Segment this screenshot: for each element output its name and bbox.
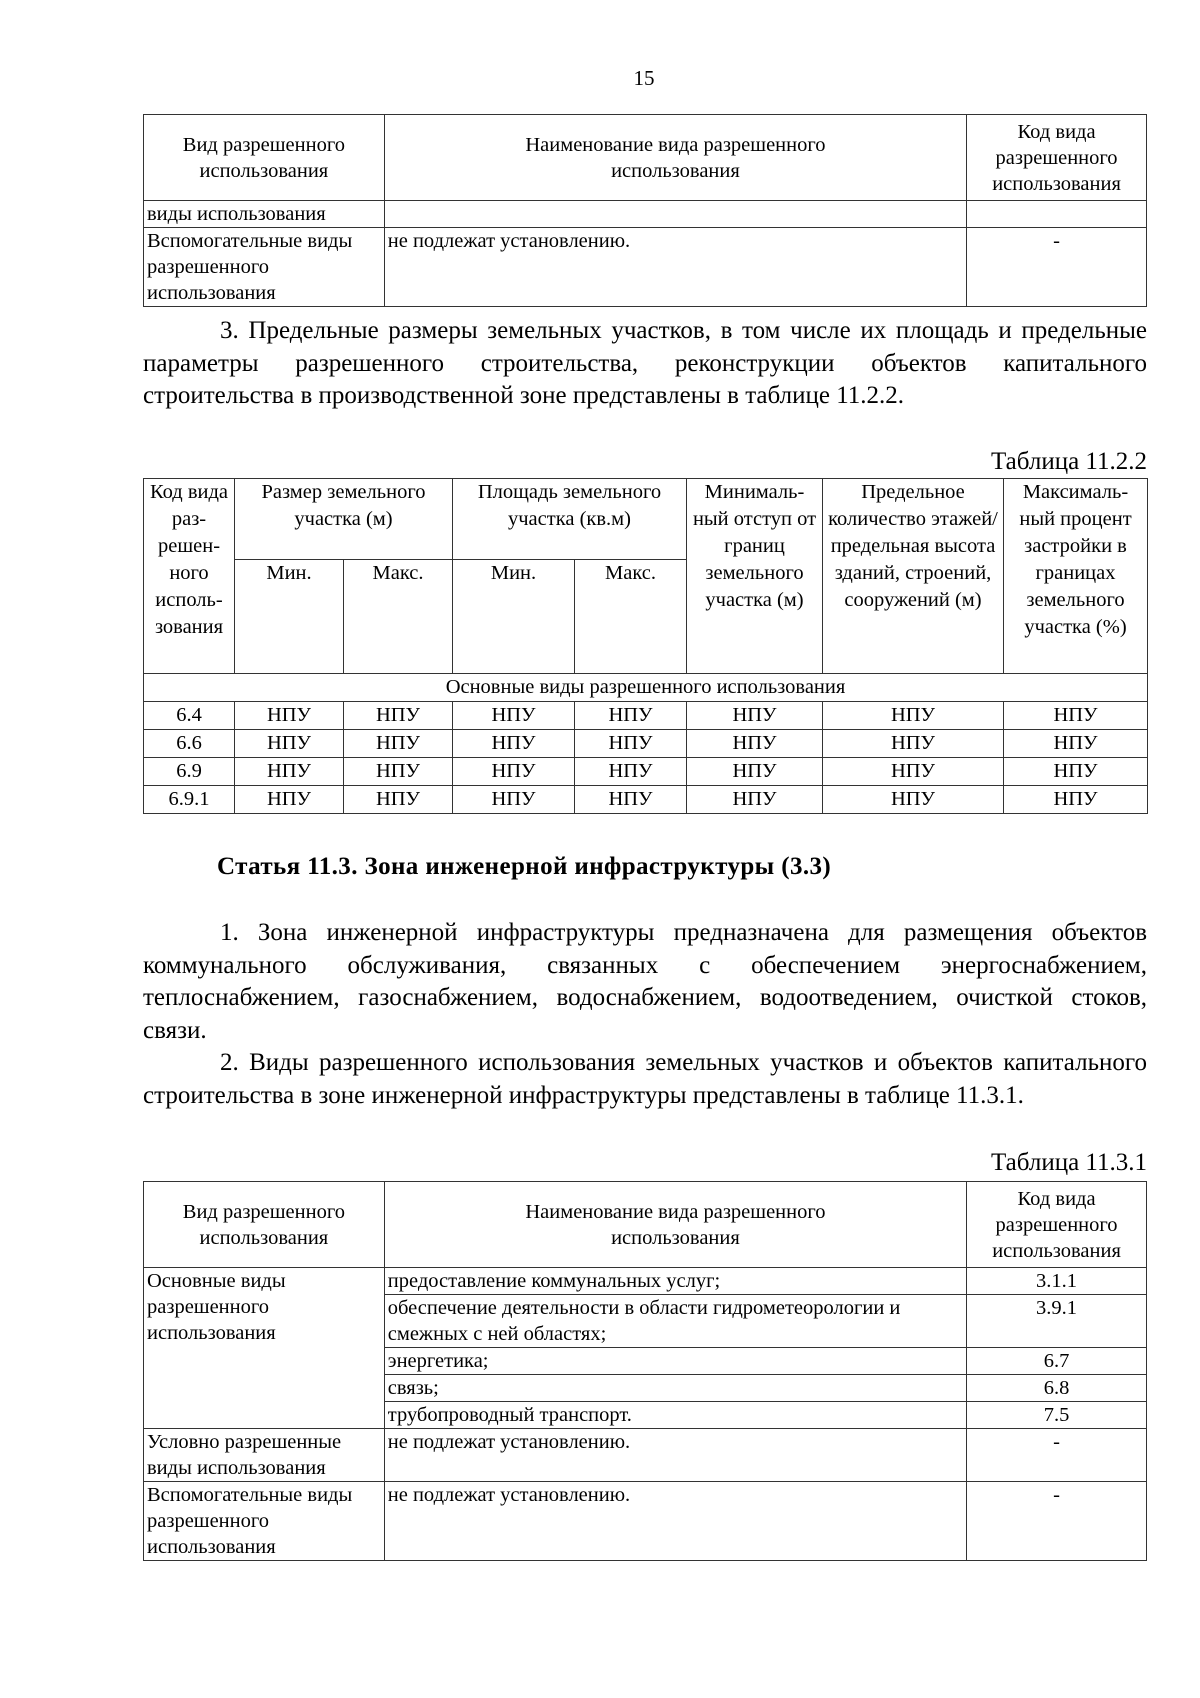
table-caption-11-2-2: Таблица 11.2.2 (991, 448, 1147, 475)
table-11-2-2 (143, 478, 1148, 814)
header-area: Площадь земельного участка (кв.м) (453, 479, 687, 560)
cell-code: 6.8 (967, 1375, 1147, 1402)
cell-value: НПУ (344, 702, 453, 730)
header-code: Код вида раз-решен-ного исполь-зования (144, 479, 235, 674)
header-code: Код вида разрешенного использования (967, 115, 1147, 201)
cell-value: НПУ (1004, 758, 1148, 786)
table-row (144, 702, 1148, 730)
cell-value: НПУ (453, 702, 575, 730)
cell-name: не подлежат установлению. (384, 1429, 966, 1482)
cell-value: НПУ (575, 758, 687, 786)
cell-code: - (967, 228, 1147, 307)
table-caption-11-3-1: Таблица 11.3.1 (991, 1149, 1147, 1176)
table-header-row (144, 479, 1148, 560)
cell-type: Вспомогательные виды разрешенного использования (144, 228, 385, 307)
table-header-row (144, 115, 1147, 201)
article-heading: Статья 11.3. Зона инженерной инфраструктуры (3.3) (217, 853, 832, 880)
cell-value: НПУ (1004, 702, 1148, 730)
cell-name: не подлежат установлению. (384, 1482, 966, 1561)
cell-code: - (967, 1482, 1147, 1561)
cell-name: трубопроводный транспорт. (384, 1402, 966, 1429)
header-name: Наименование вида разрешенного использования (384, 115, 966, 201)
header-code: Код вида разрешенного использования (967, 1182, 1147, 1268)
cell-value: НПУ (575, 786, 687, 814)
header-offset: Минималь-ный отступ от границ земельного участка (м) (687, 479, 823, 674)
cell-value: НПУ (823, 702, 1004, 730)
cell-value: НПУ (235, 730, 344, 758)
cell-value: НПУ (823, 730, 1004, 758)
cell-code: 6.4 (144, 702, 235, 730)
cell-type-main: Основные виды разрешенного использования (144, 1268, 385, 1429)
cell-value: НПУ (453, 786, 575, 814)
cell-value: НПУ (235, 786, 344, 814)
table-row (144, 228, 1147, 307)
header-name: Наименование вида разрешенного использования (384, 1182, 966, 1268)
table-row (144, 1268, 1147, 1295)
cell-value: НПУ (687, 758, 823, 786)
header-area-min: Мин. (453, 560, 575, 674)
table-row (144, 1429, 1147, 1482)
table-header-row (144, 1182, 1147, 1268)
paragraph-a1: 1. Зона инженерной инфраструктуры предназначена для размещения объектов коммунального обслуживания, связанных с обеспечением энергоснабжением, теплоснабжением, газоснабжением, водоснабжением, водоотведением, очисткой стоков, связи. (143, 919, 1147, 1044)
cell-code: 7.5 (967, 1402, 1147, 1429)
paragraph-3: 3. Предельные размеры земельных участков, в том числе их площадь и предельные параметры разрешенного строительства, реконструкции объектов капитального строительства в производственной зоне представлены в таблице 11.2.2. (143, 317, 1147, 409)
cell-value: НПУ (1004, 786, 1148, 814)
cell-value: НПУ (823, 786, 1004, 814)
page-number: 15 (633, 66, 655, 90)
header-percent: Максималь-ный процент застройки в границах земельного участка (%) (1004, 479, 1148, 674)
table-row (144, 730, 1148, 758)
header-size: Размер земельного участка (м) (235, 479, 453, 560)
table-row (144, 1482, 1147, 1561)
cell-name: не подлежат установлению. (384, 228, 966, 307)
cell-value: НПУ (575, 730, 687, 758)
header-size-min: Мин. (235, 560, 344, 674)
table-section-row (144, 674, 1148, 702)
cell-value: НПУ (453, 758, 575, 786)
cell-value: НПУ (344, 786, 453, 814)
cell-value: НПУ (575, 702, 687, 730)
cell-type: виды использования (144, 201, 385, 228)
paragraph-a2: 2. Виды разрешенного использования земельных участков и объектов капитального строительства в зоне инженерной инфраструктуры представлены в таблице 11.3.1. (143, 1049, 1147, 1109)
cell-value: НПУ (235, 702, 344, 730)
cell-code: 6.7 (967, 1348, 1147, 1375)
table-11-3-1 (143, 1181, 1147, 1561)
cell-type: Вспомогательные виды разрешенного использования (144, 1482, 385, 1561)
cell-value: НПУ (687, 730, 823, 758)
table-1-continuation (143, 114, 1147, 307)
table-row (144, 758, 1148, 786)
header-type: Вид разрешенного использования (144, 1182, 385, 1268)
cell-code: 3.9.1 (967, 1295, 1147, 1348)
cell-name: связь; (384, 1375, 966, 1402)
cell-code (967, 201, 1147, 228)
cell-code: - (967, 1429, 1147, 1482)
cell-code: 6.9 (144, 758, 235, 786)
cell-name: предоставление коммунальных услуг; (384, 1268, 966, 1295)
cell-value: НПУ (823, 758, 1004, 786)
table-row (144, 201, 1147, 228)
section-title: Основные виды разрешенного использования (144, 674, 1148, 702)
cell-value: НПУ (1004, 730, 1148, 758)
cell-name (384, 201, 966, 228)
cell-value: НПУ (344, 758, 453, 786)
header-size-max: Макс. (344, 560, 453, 674)
cell-type: Условно разрешенные виды использования (144, 1429, 385, 1482)
cell-code: 6.6 (144, 730, 235, 758)
cell-code: 6.9.1 (144, 786, 235, 814)
header-area-max: Макс. (575, 560, 687, 674)
header-type: Вид разрешенного использования (144, 115, 385, 201)
cell-value: НПУ (344, 730, 453, 758)
header-floors: Предельное количество этажей/ предельная высота зданий, строений, сооружений (м) (823, 479, 1004, 674)
cell-name: обеспечение деятельности в области гидрометеорологии и смежных с ней областях; (384, 1295, 966, 1348)
cell-value: НПУ (687, 786, 823, 814)
cell-name: энергетика; (384, 1348, 966, 1375)
cell-value: НПУ (235, 758, 344, 786)
cell-code: 3.1.1 (967, 1268, 1147, 1295)
cell-value: НПУ (453, 730, 575, 758)
cell-value: НПУ (687, 702, 823, 730)
table-row (144, 786, 1148, 814)
